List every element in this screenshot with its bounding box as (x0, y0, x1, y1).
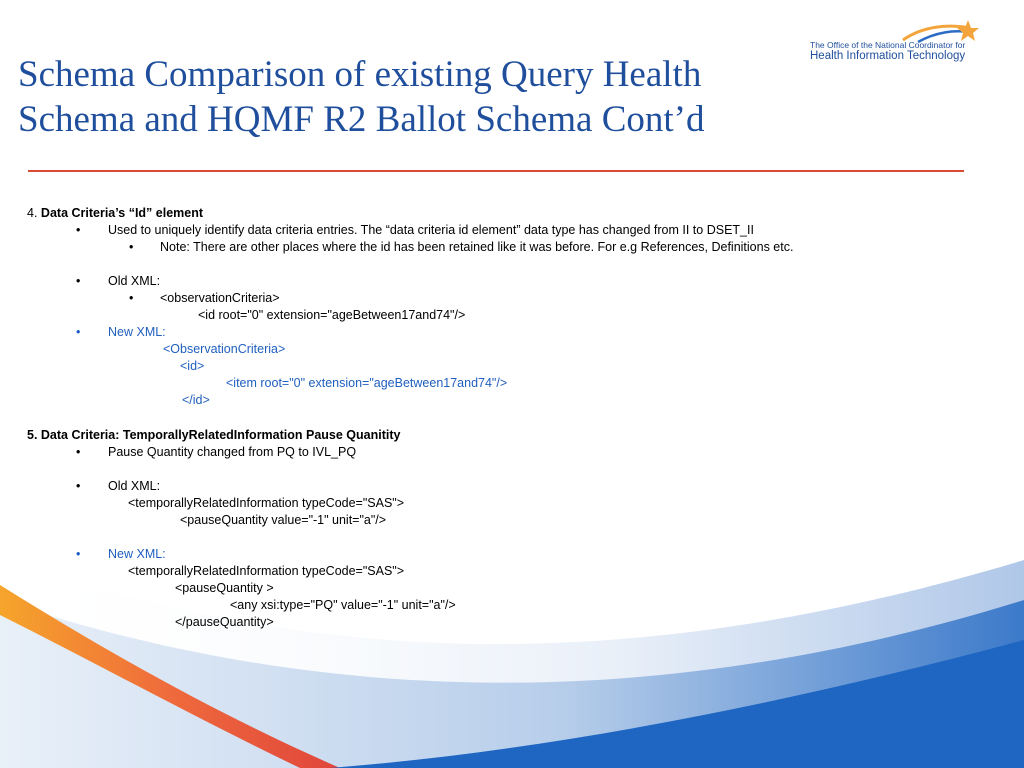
section-4-subnote: Note: There are other places where the id has been retained like it was before. For e.g References, Definitions etc. (160, 240, 794, 254)
title-line-1: Schema Comparison of existing Query Health (18, 54, 702, 95)
title-line-2: Schema and HQMF R2 Ballot Schema Cont’d (18, 99, 705, 140)
section-5-old-xml-line-1: <temporallyRelatedInformation typeCode="SAS"> (128, 496, 405, 510)
section-4-new-xml-line-2: <id> (180, 359, 205, 373)
section-4-new-xml-line-1: <ObservationCriteria> (163, 342, 286, 356)
bullet: • (129, 291, 134, 305)
section-5-new-xml-label: New XML: (108, 547, 166, 561)
section-4-old-xml-line-2: <id root="0" extension="ageBetween17and74"/> (198, 308, 466, 322)
section-5-new-xml-line-2: <pauseQuantity > (175, 581, 274, 595)
section-5-bullet-1: Pause Quantity changed from PQ to IVL_PQ (108, 445, 357, 459)
section-5-new-xml-line-4: </pauseQuantity> (175, 615, 274, 629)
bullet: • (76, 274, 81, 288)
section-5-new-xml-line-1: <temporallyRelatedInformation typeCode="SAS"> (128, 564, 405, 578)
section-5-old-xml-line-2: <pauseQuantity value="-1" unit="a"/> (180, 513, 387, 527)
bullet: • (76, 445, 81, 459)
logo-line-2: Health Information Technology (810, 50, 966, 62)
section-5-old-xml-label: Old XML: (108, 479, 161, 493)
section-4-bullet-1: Used to uniquely identify data criteria entries. The “data criteria id element” data type has changed from II to DSET_II (108, 223, 754, 237)
section-5-heading: 5. Data Criteria: TemporallyRelatedInformation Pause Quanitity (27, 428, 401, 442)
bullet: • (76, 325, 81, 339)
section-4-new-xml-line-3: <item root="0" extension="ageBetween17and74"/> (226, 376, 508, 390)
onc-logo (808, 18, 1008, 66)
section-4-number: 4. (27, 206, 38, 220)
page-title (18, 52, 705, 142)
section-4-new-xml-label: New XML: (108, 325, 166, 339)
section-4-heading (27, 206, 203, 221)
bullet: • (76, 547, 81, 561)
bullet: • (76, 223, 81, 237)
section-4-title: Data Criteria’s “Id” element (40, 206, 204, 220)
bullet: • (76, 479, 81, 493)
section-4-old-xml-line-1: <observationCriteria> (160, 291, 280, 305)
logo-line-1: The Office of the National Coordinator for (810, 40, 966, 50)
bullet: • (129, 240, 134, 254)
section-4-old-xml-label: Old XML: (108, 274, 161, 288)
section-5-new-xml-line-3: <any xsi:type="PQ" value="-1" unit="a"/> (230, 598, 456, 612)
section-4-new-xml-line-4: </id> (182, 393, 210, 407)
title-divider (28, 170, 964, 172)
